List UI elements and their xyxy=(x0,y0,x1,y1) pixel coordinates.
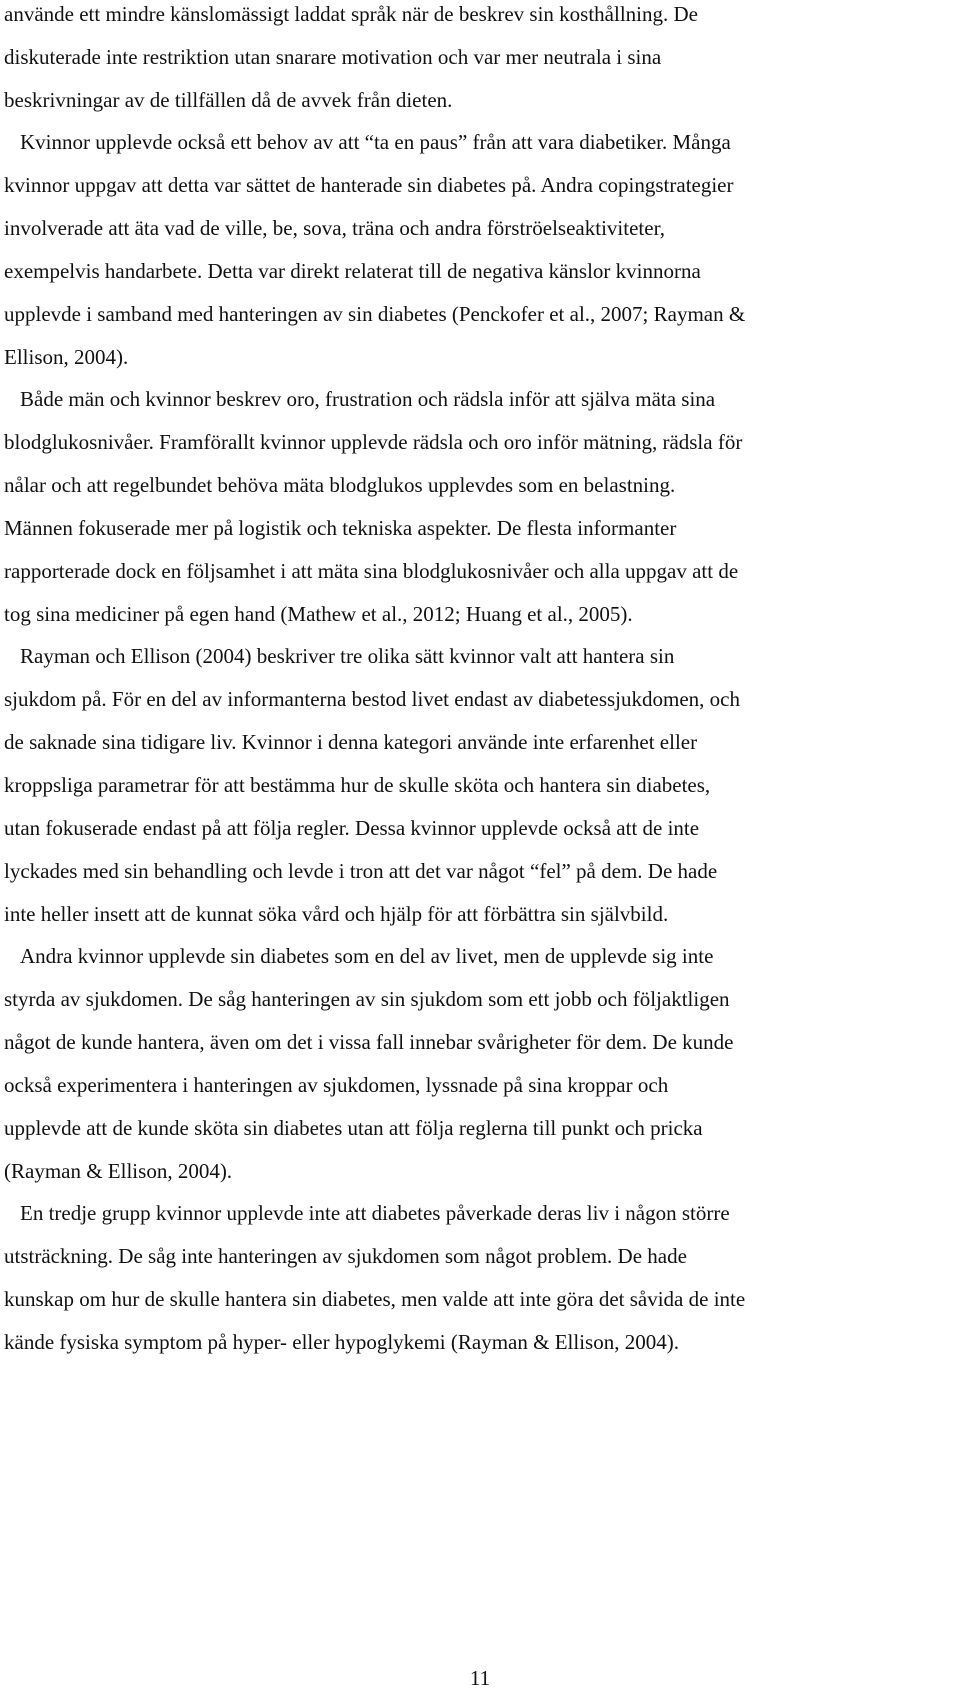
text-line: lyckades med sin behandling och levde i tron att det var något “fel” på dem. De hade xyxy=(4,859,718,883)
text-line: utsträckning. De såg inte hanteringen av sjukdomen som något problem. De hade xyxy=(4,1244,687,1268)
text-line: blodglukosnivåer. Framförallt kvinnor upplevde rädsla och oro inför mätning, rädsla för xyxy=(4,430,743,454)
text-line: Männen fokuserade mer på logistik och tekniska aspekter. De flesta informanter xyxy=(4,516,677,540)
text-line: Rayman och Ellison (2004) beskriver tre olika sätt kvinnor valt att hantera sin xyxy=(20,644,675,668)
text-line: nålar och att regelbundet behöva mäta blodglukos upplevdes som en belastning. xyxy=(4,473,676,497)
page-number: 11 xyxy=(469,1666,491,1690)
text-line: också experimentera i hanteringen av sjukdomen, lyssnade på sina kroppar och xyxy=(4,1073,669,1097)
text-line: Kvinnor upplevde också ett behov av att “ta en paus” från att vara diabetiker. Många xyxy=(20,130,731,154)
text-line: tog sina mediciner på egen hand (Mathew et al., 2012; Huang et al., 2005). xyxy=(4,602,633,626)
text-line: de saknade sina tidigare liv. Kvinnor i denna kategori använde inte erfarenhet eller xyxy=(4,730,698,754)
text-line: kvinnor uppgav att detta var sättet de hanterade sin diabetes på. Andra copingstrategier xyxy=(4,173,734,197)
text-line: sjukdom på. För en del av informanterna bestod livet endast av diabetessjukdomen, och xyxy=(4,687,740,711)
text-line: kunskap om hur de skulle hantera sin diabetes, men valde att inte göra det såvida de inte xyxy=(4,1287,746,1311)
text-line: beskrivningar av de tillfällen då de avvek från dieten. xyxy=(4,88,453,112)
text-line: Både män och kvinnor beskrev oro, frustration och rädsla inför att själva mäta sina xyxy=(20,387,716,411)
text-line: inte heller insett att de kunnat söka vård och hjälp för att förbättra sin självbild. xyxy=(4,902,669,926)
text-line: något de kunde hantera, även om det i vissa fall innebar svårigheter för dem. De kunde xyxy=(4,1030,734,1054)
text-line: utan fokuserade endast på att följa regler. Dessa kvinnor upplevde också att de inte xyxy=(4,816,700,840)
text-line: En tredje grupp kvinnor upplevde inte att diabetes påverkade deras liv i någon större xyxy=(20,1201,730,1225)
text-line: Ellison, 2004). xyxy=(4,345,129,369)
text-line: kände fysiska symptom på hyper- eller hypoglykemi (Rayman & Ellison, 2004). xyxy=(4,1330,679,1354)
text-line: exempelvis handarbete. Detta var direkt relaterat till de negativa känslor kvinnorna xyxy=(4,259,701,283)
text-line: styrda av sjukdomen. De såg hanteringen av sin sjukdom som ett jobb och följaktligen xyxy=(4,987,730,1011)
text-line: involverade att äta vad de ville, be, sova, träna och andra förströelseaktiviteter, xyxy=(4,216,665,240)
text-line: Andra kvinnor upplevde sin diabetes som en del av livet, men de upplevde sig inte xyxy=(20,944,714,968)
text-line: upplevde att de kunde sköta sin diabetes utan att följa reglerna till punkt och pricka xyxy=(4,1116,703,1140)
text-line: (Rayman & Ellison, 2004). xyxy=(4,1159,233,1183)
text-line: diskuterade inte restriktion utan snarare motivation och var mer neutrala i sina xyxy=(4,45,662,69)
text-line: kroppsliga parametrar för att bestämma hur de skulle sköta och hantera sin diabetes, xyxy=(4,773,711,797)
text-line: upplevde i samband med hanteringen av sin diabetes (Penckofer et al., 2007; Rayman & xyxy=(4,302,746,326)
text-line: rapporterade dock en följsamhet i att mäta sina blodglukosnivåer och alla uppgav att de xyxy=(4,559,739,583)
text-line: använde ett mindre känslomässigt laddat språk när de beskrev sin kosthållning. De xyxy=(4,2,698,26)
